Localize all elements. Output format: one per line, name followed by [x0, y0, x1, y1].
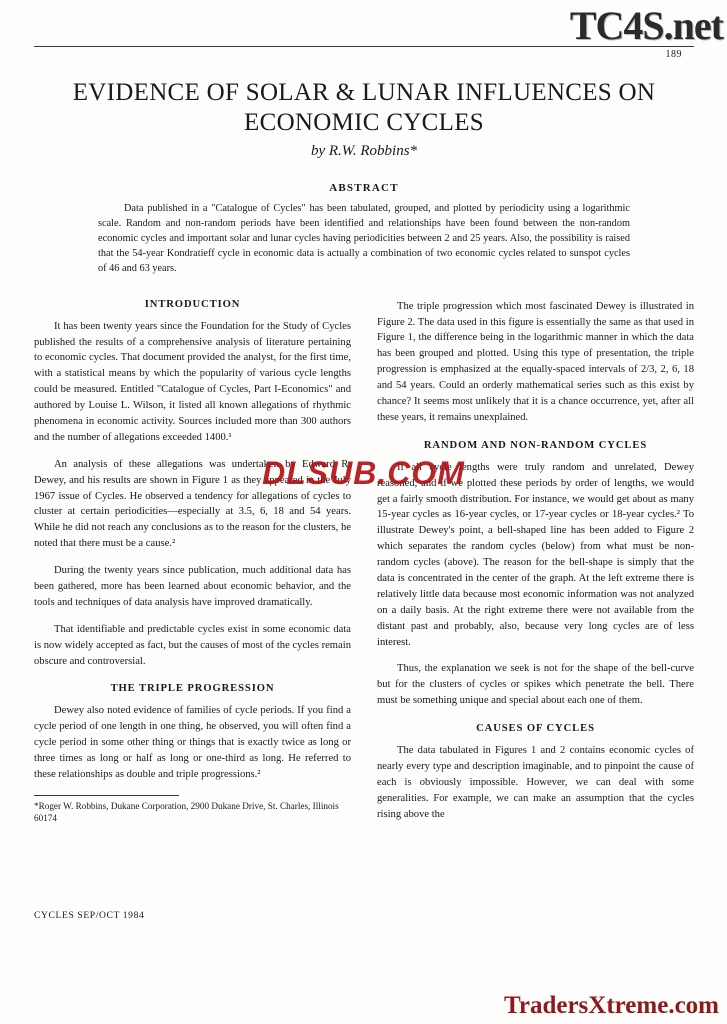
page-title: EVIDENCE OF SOLAR & LUNAR INFLUENCES ON ECONOMIC CYCLES: [72, 79, 656, 136]
page-content: [34, 46, 694, 834]
paragraph: The triple progression which most fascinated Dewey is illustrated in Figure 2. The data used in this figure is essentially the same as that used in Figure 1, the difference being in the logarithmic manner in which the data has been grouped and plotted. Using this type of presentation, the triple progression is emphasized at the equally-spaced intervals of 2/3, 2, 6, 18 and 54 years. Could an orderly mathematical series such as this exist by chance? It seems most unlikely that it is a chance occurrence, yet, after all these years, it remains unexplained.: [377, 300, 694, 423]
watermark-bottom-right: TradersXtreme.com: [504, 992, 719, 1019]
footnote-rule: [34, 795, 179, 796]
author-byline: by R.W. Robbins*: [310, 143, 418, 159]
right-column: [377, 299, 694, 834]
footnote-author-affiliation: *Roger W. Robbins, Dukane Corporation, 2900 Dukane Drive, St. Charles, Illinois 60174: [34, 800, 339, 824]
watermark-center: DLSUB.COM: [262, 455, 465, 491]
two-column-body: [34, 299, 694, 834]
section-heading-triple-progression: THE TRIPLE PROGRESSION: [110, 683, 275, 695]
section-heading-causes-of-cycles: CAUSES OF CYCLES: [476, 723, 595, 735]
left-column: [34, 299, 351, 834]
paragraph: Thus, the explanation we seek is not for the shape of the bell-curve but for the clusters of cycles or spikes which penetrate the bell. There must be something unique and special about each one of them.: [377, 663, 694, 707]
paragraph: It has been twenty years since the Foundation for the Study of Cycles published the results of a comprehensive analysis of literature pertaining to economic cycles. That document provided the analyst, for the first time, with a statistical means by which the popularity of various cycle lengths could be measured. Entitled "Catalogue of Cycles, Part I-Economics" and authored by Louise L. Wilson, it listed all known allegations of rhythmic phenomena in economic activity. Sources included more than 300 authors and the number of allegations exceeded 1400.¹: [34, 320, 351, 443]
section-heading-introduction: INTRODUCTION: [144, 298, 241, 310]
paragraph: An analysis of these allegations was undertaken by Edward R. Dewey, and his results are shown in Figure 1 as they appeared in the July 1967 issue of Cycles. He observed a tendency for allegations of cycles to cluster at certain periodicities—especially at 3.5, 6, 18 and 54 years. While he did not reach any conclusions as to the reason for the clusters, he noted that there must be a cause.²: [34, 458, 351, 550]
header-rule: [34, 46, 694, 47]
paragraph: That identifiable and predictable cycles exist in some economic data is now widely accepted as fact, but the causes of most of the cycles remain obscure and controversial.: [34, 623, 351, 667]
paragraph: If all cycle lengths were truly random and unrelated, Dewey reasoned, and if we plotted these periods by order of lengths, we would get a fairly smooth distribution. For instance, we would get about as many 15-year cycles as 16-year cycles, or 17-year cycles or 18-year cycles.² To illustrate Dewey's point, a bell-shaped line has been added to Figure 2 which separates the random cycles (below) from what must be non-random cycles (above). The reason for the bell-shape is simply that the data is concentrated in the center of the graph. At the left extreme there is relatively little data because most economic information was not analyzed on a daily basis. At the right extreme there were not available from the distant past and probably, also, because very long cycles are of less interest.: [377, 461, 694, 648]
abstract-heading: ABSTRACT: [329, 182, 399, 194]
watermark-top-right: TC4S.net: [569, 3, 723, 48]
page-number: 189: [665, 49, 682, 60]
abstract-text: Data published in a "Catalogue of Cycles" has been tabulated, grouped, and plotted by periodicity using a logarithmic scale. Random and non-random periods have been identified and relationships have been found between the non-random economic cycles and important solar and lunar cycles having periodicities between 2 and 25 years. Also, the possibility is raised that the 54-year Kondratieff cycle in economic data is actually a combination of two economic cycles related to sunspot cycles of 46 and 63 years.: [98, 203, 630, 274]
paragraph: The data tabulated in Figures 1 and 2 contains economic cycles of nearly every type and description imaginable, and to pinpoint the cause of each is obviously impossible. However, we can deal with some generalities. For example, we can make an assumption that the cycles rising above the: [377, 745, 694, 820]
paragraph: During the twenty years since publication, much additional data has been gathered, more has been learned about economic behavior, and the tools and techniques of data analysis have improved dramatically.: [34, 565, 351, 608]
section-heading-random-non-random-cycles: RANDOM AND NON-RANDOM CYCLES: [423, 439, 648, 451]
paragraph: Dewey also noted evidence of families of cycle periods. If you find a cycle period of one length in one thing, he observed, you will often find a cycle period in some other thing or things that is exactly twice as long or three times as long or half as long or one-third as long. He referred to these relationships as double and triple progressions.²: [34, 705, 351, 780]
journal-colophon: CYCLES SEP/OCT 1984: [34, 910, 145, 921]
